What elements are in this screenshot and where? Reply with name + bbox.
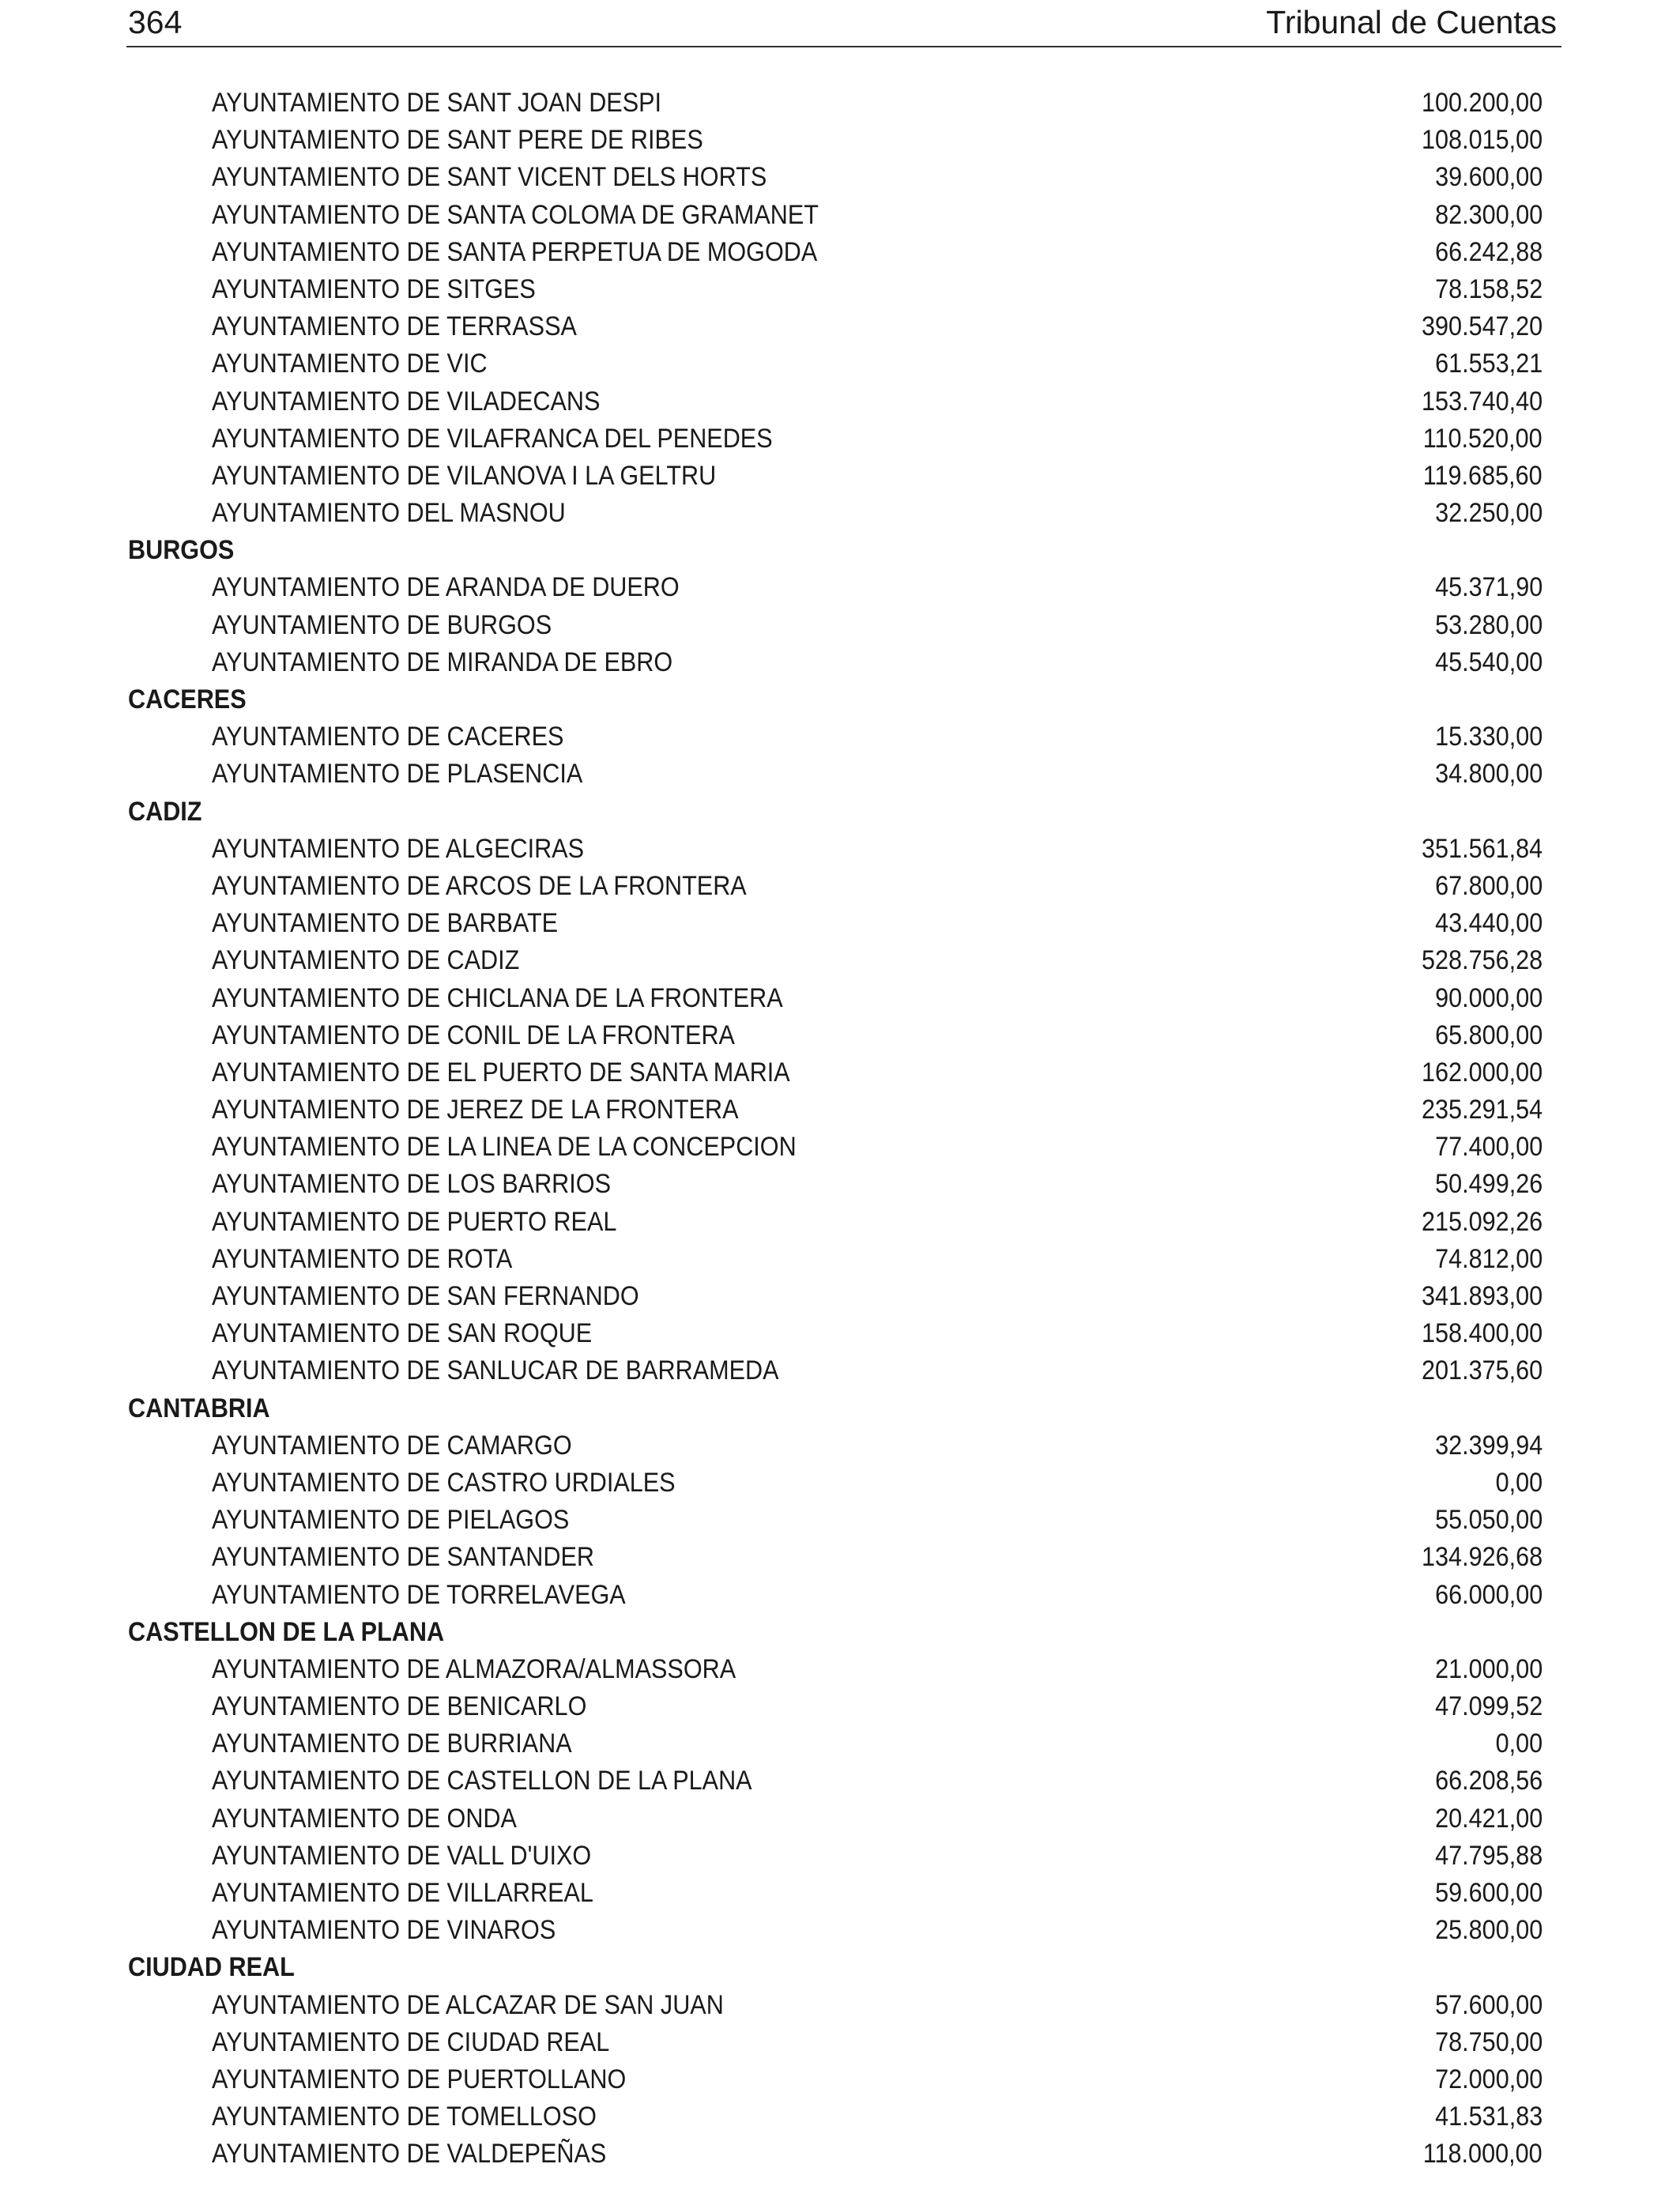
entity-name: AYUNTAMIENTO DE LOS BARRIOS xyxy=(212,1169,611,1200)
page-number: 364 xyxy=(128,4,183,40)
entity-name: AYUNTAMIENTO DE BURGOS xyxy=(212,609,552,640)
entity-name: AYUNTAMIENTO DE CONIL DE LA FRONTERA xyxy=(212,1020,735,1050)
list-item xyxy=(126,383,1543,420)
amounts-list xyxy=(126,85,1543,2173)
entity-amount: 34.800,00 xyxy=(1434,759,1543,790)
entity-amount: 53.280,00 xyxy=(1434,609,1543,640)
entity-name: AYUNTAMIENTO DEL MASNOU xyxy=(212,498,566,529)
entity-amount: 67.800,00 xyxy=(1434,870,1543,901)
entity-name: AYUNTAMIENTO DE CAMARGO xyxy=(212,1430,572,1461)
entity-amount: 100.200,00 xyxy=(1421,88,1543,118)
entity-amount: 235.291,54 xyxy=(1421,1095,1543,1125)
entity-amount: 32.250,00 xyxy=(1434,498,1543,529)
list-item xyxy=(126,831,1543,868)
entity-name: AYUNTAMIENTO DE CIUDAD REAL xyxy=(212,2026,610,2057)
list-item xyxy=(126,569,1543,606)
province-heading xyxy=(126,1949,1543,1986)
list-item xyxy=(126,1166,1543,1203)
entity-name: AYUNTAMIENTO DE VALL D'UIXO xyxy=(212,1840,592,1871)
list-item xyxy=(126,495,1543,532)
entity-amount: 201.375,60 xyxy=(1421,1355,1543,1386)
entity-amount: 55.050,00 xyxy=(1434,1505,1543,1536)
entity-amount: 0,00 xyxy=(1495,1467,1543,1498)
page-header xyxy=(126,0,1561,47)
province-name: CANTABRIA xyxy=(128,1393,270,1423)
entity-amount: 215.092,26 xyxy=(1421,1206,1543,1237)
list-item xyxy=(126,1241,1543,1278)
list-item xyxy=(126,2024,1543,2061)
entity-name: AYUNTAMIENTO DE SAN FERNANDO xyxy=(212,1281,639,1311)
list-item xyxy=(126,905,1543,942)
province-heading xyxy=(126,794,1543,831)
list-item xyxy=(126,1054,1543,1091)
list-item xyxy=(126,122,1543,159)
entity-name: AYUNTAMIENTO DE SANT PERE DE RIBES xyxy=(212,125,703,156)
list-item xyxy=(126,1465,1543,1502)
entity-amount: 61.553,21 xyxy=(1434,349,1543,379)
entity-amount: 59.600,00 xyxy=(1434,1878,1543,1908)
list-item xyxy=(126,1577,1543,1614)
entity-name: AYUNTAMIENTO DE ONDA xyxy=(212,1803,517,1834)
province-name: CADIZ xyxy=(128,796,202,827)
entity-name: AYUNTAMIENTO DE CASTRO URDIALES xyxy=(212,1467,676,1498)
list-item xyxy=(126,2136,1543,2173)
list-item xyxy=(126,1091,1543,1129)
entity-name: AYUNTAMIENTO DE VILANOVA I LA GELTRU xyxy=(212,460,717,491)
entity-name: AYUNTAMIENTO DE VALDEPEÑAS xyxy=(212,2139,607,2169)
entity-name: AYUNTAMIENTO DE BENICARLO xyxy=(212,1691,587,1722)
entity-name: AYUNTAMIENTO DE ALGECIRAS xyxy=(212,833,585,864)
entity-amount: 110.520,00 xyxy=(1423,423,1543,454)
entity-amount: 25.800,00 xyxy=(1434,1915,1543,1946)
list-item xyxy=(126,1204,1543,1241)
list-item xyxy=(126,1912,1543,1949)
entity-amount: 134.926,68 xyxy=(1421,1542,1543,1573)
list-item xyxy=(126,1800,1543,1838)
entity-amount: 90.000,00 xyxy=(1434,982,1543,1013)
list-item xyxy=(126,308,1543,345)
list-item xyxy=(126,1427,1543,1465)
entity-amount: 78.750,00 xyxy=(1434,2026,1543,2057)
entity-name: AYUNTAMIENTO DE SITGES xyxy=(212,273,536,304)
entity-name: AYUNTAMIENTO DE JEREZ DE LA FRONTERA xyxy=(212,1095,739,1125)
list-item xyxy=(126,1352,1543,1389)
entity-name: AYUNTAMIENTO DE ROTA xyxy=(212,1243,513,1274)
list-item xyxy=(126,234,1543,271)
entity-name: AYUNTAMIENTO DE BARBATE xyxy=(212,908,559,939)
entity-name: AYUNTAMIENTO DE SANTA PERPETUA DE MOGODA xyxy=(212,236,818,267)
entity-name: AYUNTAMIENTO DE SANT VICENT DELS HORTS xyxy=(212,162,767,193)
entity-name: AYUNTAMIENTO DE ARANDA DE DUERO xyxy=(212,572,680,603)
entity-amount: 390.547,20 xyxy=(1421,311,1543,342)
list-item xyxy=(126,718,1543,756)
entity-amount: 528.756,28 xyxy=(1421,945,1543,976)
entity-amount: 153.740,40 xyxy=(1421,386,1543,417)
province-name: CACERES xyxy=(128,684,247,714)
entity-name: AYUNTAMIENTO DE TORRELAVEGA xyxy=(212,1579,626,1610)
entity-name: AYUNTAMIENTO DE MIRANDA DE EBRO xyxy=(212,647,673,677)
list-item xyxy=(126,980,1543,1017)
entity-name: AYUNTAMIENTO DE SAN ROQUE xyxy=(212,1318,593,1349)
entity-name: AYUNTAMIENTO DE CACERES xyxy=(212,722,564,752)
list-item xyxy=(126,607,1543,644)
province-heading xyxy=(126,1614,1543,1651)
entity-name: AYUNTAMIENTO DE CHICLANA DE LA FRONTERA xyxy=(212,982,783,1013)
entity-name: AYUNTAMIENTO DE TOMELLOSO xyxy=(212,2102,597,2132)
entity-name: AYUNTAMIENTO DE EL PUERTO DE SANTA MARIA xyxy=(212,1057,790,1088)
list-item xyxy=(126,942,1543,979)
entity-name: AYUNTAMIENTO DE SANTA COLOMA DE GRAMANET xyxy=(212,199,819,230)
entity-amount: 41.531,83 xyxy=(1434,2102,1543,2132)
entity-name: AYUNTAMIENTO DE SANTANDER xyxy=(212,1542,594,1573)
entity-name: AYUNTAMIENTO DE PUERTOLLANO xyxy=(212,2064,627,2094)
list-item xyxy=(126,85,1543,122)
list-item xyxy=(126,2061,1543,2098)
entity-amount: 50.499,26 xyxy=(1434,1169,1543,1200)
list-item xyxy=(126,1875,1543,1912)
entity-name: AYUNTAMIENTO DE VILLARREAL xyxy=(212,1878,593,1908)
entity-name: AYUNTAMIENTO DE VILADECANS xyxy=(212,386,601,417)
entity-amount: 66.242,88 xyxy=(1434,236,1543,267)
entity-amount: 0,00 xyxy=(1495,1728,1543,1759)
entity-amount: 57.600,00 xyxy=(1434,1989,1543,2020)
list-item xyxy=(126,420,1543,458)
list-item xyxy=(126,197,1543,234)
list-item xyxy=(126,1838,1543,1875)
list-item xyxy=(126,345,1543,383)
entity-amount: 66.208,56 xyxy=(1434,1766,1543,1796)
entity-amount: 65.800,00 xyxy=(1434,1020,1543,1050)
entity-amount: 162.000,00 xyxy=(1421,1057,1543,1088)
list-item xyxy=(126,644,1543,681)
list-item xyxy=(126,1017,1543,1054)
entity-name: AYUNTAMIENTO DE LA LINEA DE LA CONCEPCION xyxy=(212,1132,797,1163)
list-item xyxy=(126,1725,1543,1762)
list-item xyxy=(126,1688,1543,1725)
province-heading xyxy=(126,532,1543,569)
entity-name: AYUNTAMIENTO DE ALMAZORA/ALMASSORA xyxy=(212,1653,736,1684)
entity-amount: 119.685,60 xyxy=(1423,460,1543,491)
entity-name: AYUNTAMIENTO DE ALCAZAR DE SAN JUAN xyxy=(212,1989,724,2020)
entity-amount: 39.600,00 xyxy=(1434,162,1543,193)
list-item xyxy=(126,756,1543,793)
entity-amount: 47.099,52 xyxy=(1434,1691,1543,1722)
entity-amount: 351.561,84 xyxy=(1421,833,1543,864)
entity-name: AYUNTAMIENTO DE CADIZ xyxy=(212,945,520,976)
province-name: BURGOS xyxy=(128,535,235,566)
list-item xyxy=(126,159,1543,196)
list-item xyxy=(126,2098,1543,2136)
entity-amount: 15.330,00 xyxy=(1434,722,1543,752)
entity-amount: 20.421,00 xyxy=(1434,1803,1543,1834)
entity-amount: 32.399,94 xyxy=(1434,1430,1543,1461)
entity-name: AYUNTAMIENTO DE BURRIANA xyxy=(212,1728,572,1759)
entity-amount: 66.000,00 xyxy=(1434,1579,1543,1610)
entity-name: AYUNTAMIENTO DE TERRASSA xyxy=(212,311,577,342)
entity-name: AYUNTAMIENTO DE SANLUCAR DE BARRAMEDA xyxy=(212,1355,779,1386)
entity-name: AYUNTAMIENTO DE CASTELLON DE LA PLANA xyxy=(212,1766,752,1796)
entity-name: AYUNTAMIENTO DE SANT JOAN DESPI xyxy=(212,88,662,118)
entity-amount: 72.000,00 xyxy=(1434,2064,1543,2094)
province-heading xyxy=(126,681,1543,718)
entity-amount: 47.795,88 xyxy=(1434,1840,1543,1871)
list-item xyxy=(126,868,1543,905)
list-item xyxy=(126,1762,1543,1800)
entity-amount: 43.440,00 xyxy=(1434,908,1543,939)
entity-name: AYUNTAMIENTO DE VIC xyxy=(212,349,488,379)
entity-amount: 108.015,00 xyxy=(1421,125,1543,156)
entity-amount: 82.300,00 xyxy=(1434,199,1543,230)
province-heading xyxy=(126,1390,1543,1427)
province-name: CIUDAD REAL xyxy=(128,1952,295,1983)
list-item xyxy=(126,1987,1543,2024)
entity-amount: 78.158,52 xyxy=(1434,273,1543,304)
entity-name: AYUNTAMIENTO DE VILAFRANCA DEL PENEDES xyxy=(212,423,773,454)
list-item xyxy=(126,1539,1543,1576)
publication-title: Tribunal de Cuentas xyxy=(1266,4,1557,40)
list-item xyxy=(126,271,1543,308)
entity-name: AYUNTAMIENTO DE VINAROS xyxy=(212,1915,556,1946)
entity-amount: 341.893,00 xyxy=(1421,1281,1543,1311)
entity-amount: 45.371,90 xyxy=(1434,572,1543,603)
list-item xyxy=(126,1129,1543,1166)
list-item xyxy=(126,1651,1543,1688)
entity-name: AYUNTAMIENTO DE ARCOS DE LA FRONTERA xyxy=(212,870,747,901)
province-name: CASTELLON DE LA PLANA xyxy=(128,1616,445,1647)
list-item xyxy=(126,1278,1543,1315)
entity-amount: 158.400,00 xyxy=(1421,1318,1543,1349)
entity-amount: 45.540,00 xyxy=(1434,647,1543,677)
list-item xyxy=(126,458,1543,495)
entity-amount: 77.400,00 xyxy=(1434,1132,1543,1163)
list-item xyxy=(126,1502,1543,1539)
entity-amount: 118.000,00 xyxy=(1423,2139,1543,2169)
list-item xyxy=(126,1315,1543,1352)
entity-amount: 21.000,00 xyxy=(1434,1653,1543,1684)
entity-name: AYUNTAMIENTO DE PUERTO REAL xyxy=(212,1206,617,1237)
entity-name: AYUNTAMIENTO DE PIELAGOS xyxy=(212,1505,570,1536)
entity-amount: 74.812,00 xyxy=(1434,1243,1543,1274)
entity-name: AYUNTAMIENTO DE PLASENCIA xyxy=(212,759,583,790)
